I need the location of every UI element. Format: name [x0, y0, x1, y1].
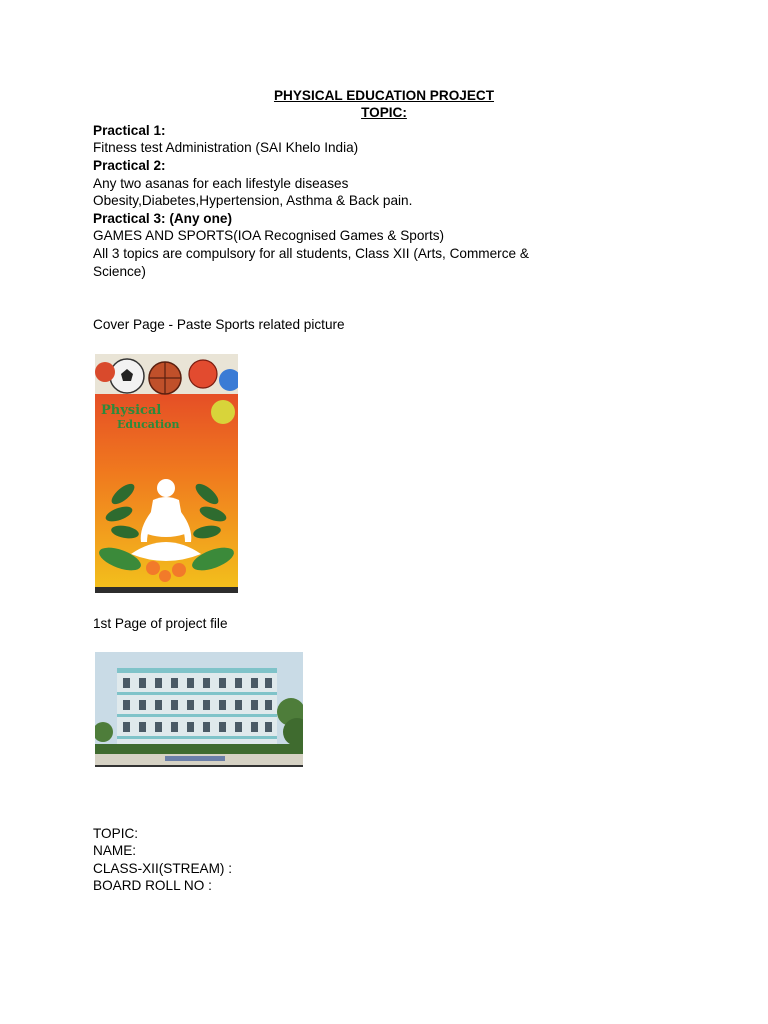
page-title: PHYSICAL EDUCATION PROJECT — [273, 88, 495, 103]
practical-2-text-2: Obesity,Diabetes,Hypertension, Asthma & Back pain. — [93, 193, 413, 208]
practical-2-label: Practical 2: — [93, 158, 166, 173]
building-image — [95, 652, 303, 767]
practical-2-text-1: Any two asanas for each lifestyle diseases — [93, 176, 349, 191]
ball-icon — [189, 360, 217, 388]
cover-physical-text: Physical — [101, 403, 162, 418]
page-subtitle: TOPIC: — [361, 105, 407, 120]
practical-3-text-1: GAMES AND SPORTS(IOA Recognised Games & Sports) — [93, 228, 445, 243]
field-class-stream: CLASS-XII(STREAM) : — [93, 861, 232, 876]
field-board-roll-no: BOARD ROLL NO : — [93, 878, 212, 893]
practical-3-text-3: Science) — [93, 264, 146, 279]
field-topic: TOPIC: — [93, 826, 139, 841]
practical-3-label: Practical 3: (Any one) — [93, 211, 232, 226]
field-name: NAME: — [93, 843, 137, 858]
cover-caption: Cover Page - Paste Sports related picture — [93, 317, 345, 332]
cover-image — [95, 354, 238, 593]
cover-education-text: Education — [117, 418, 180, 431]
practical-3-text-2: All 3 topics are compulsory for all students, Class XII (Arts, Commerce & — [93, 246, 529, 261]
practical-1-text: Fitness test Administration (SAI Khelo India) — [93, 140, 359, 155]
school-building — [117, 668, 277, 750]
first-page-caption: 1st Page of project file — [93, 616, 228, 631]
practical-1-label: Practical 1: — [93, 123, 166, 138]
tennis-ball-icon — [211, 400, 235, 424]
